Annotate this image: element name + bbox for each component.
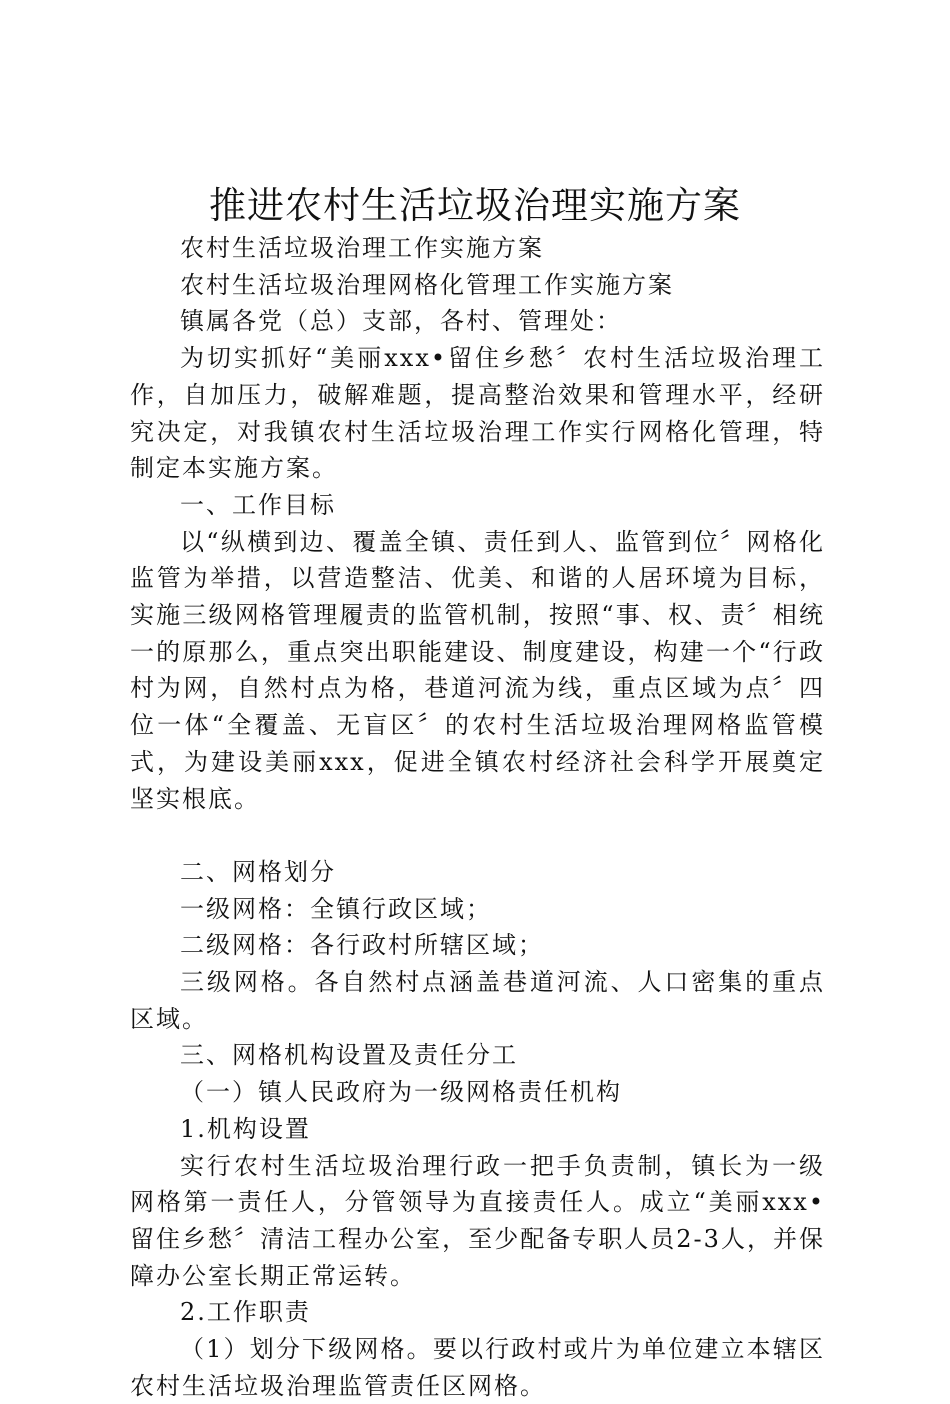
paragraph-salutation: 镇属各党（总）支部，各村、管理处： — [180, 307, 622, 336]
document-body — [130, 230, 825, 1404]
paragraph-organization-setup: 实行农村生活垃圾治理行政一把手负责制，镇长为一级网格第一责任人，分管领导为直接责任人。成立“美丽xxx•留住乡愁〞清洁工程办公室，至少配备专职人员2-3人，并保障办公室长期正常运转。 — [130, 1151, 825, 1290]
heading-grid-organization: 三、网格机构设置及责任分工 — [180, 1041, 518, 1070]
subheading-town-government: （一）镇人民政府为一级网格责任机构 — [180, 1078, 622, 1107]
paragraph-subtitle-2: 农村生活垃圾治理网格化管理工作实施方案 — [180, 270, 674, 299]
blank-line — [130, 817, 825, 854]
paragraph-grid-level-3: 三级网格。各自然村点涵盖巷道河流、人口密集的重点区域。 — [130, 968, 825, 1033]
subheading-organization-setup: 1.机构设置 — [180, 1114, 311, 1143]
document-title: 推进农村生活垃圾治理实施方案 — [209, 184, 741, 227]
paragraph-work-goals: 以“纵横到边、覆盖全镇、责任到人、监管到位〞网格化监管为举措，以营造整洁、优美、和谐的人居环境为目标，实施三级网格管理履责的监管机制，按照“事、权、责〞相统一的原那么，重点突出职能建设、制度建设，构建一个“行政村为网，自然村点为格，巷道河流为线，重点区域为点〞四位一体“全覆盖、无盲区〞的农村生活垃圾治理网格监管模式，为建设美丽xxx，促进全镇农村经济社会科学开展奠定坚实根底。 — [130, 527, 825, 813]
subheading-work-duties: 2.工作职责 — [180, 1298, 311, 1327]
paragraph-subtitle-1: 农村生活垃圾治理工作实施方案 — [180, 234, 544, 262]
paragraph-grid-level-1: 一级网格：全镇行政区域； — [180, 894, 492, 923]
paragraph-intro: 为切实抓好“美丽xxx•留住乡愁〞农村生活垃圾治理工作，自加压力，破解难题，提高整治效果和管理水平，经研究决定，对我镇农村生活垃圾治理工作实行网格化管理，特制定本实施方案。 — [130, 344, 825, 483]
heading-grid-division: 二、网格划分 — [180, 857, 336, 886]
heading-work-goals: 一、工作目标 — [180, 490, 336, 519]
paragraph-grid-level-2: 二级网格：各行政村所辖区域； — [180, 931, 544, 960]
paragraph-duty-1: （1）划分下级网格。要以行政村或片为单位建立本辖区农村生活垃圾治理监管责任区网格。 — [130, 1335, 825, 1400]
